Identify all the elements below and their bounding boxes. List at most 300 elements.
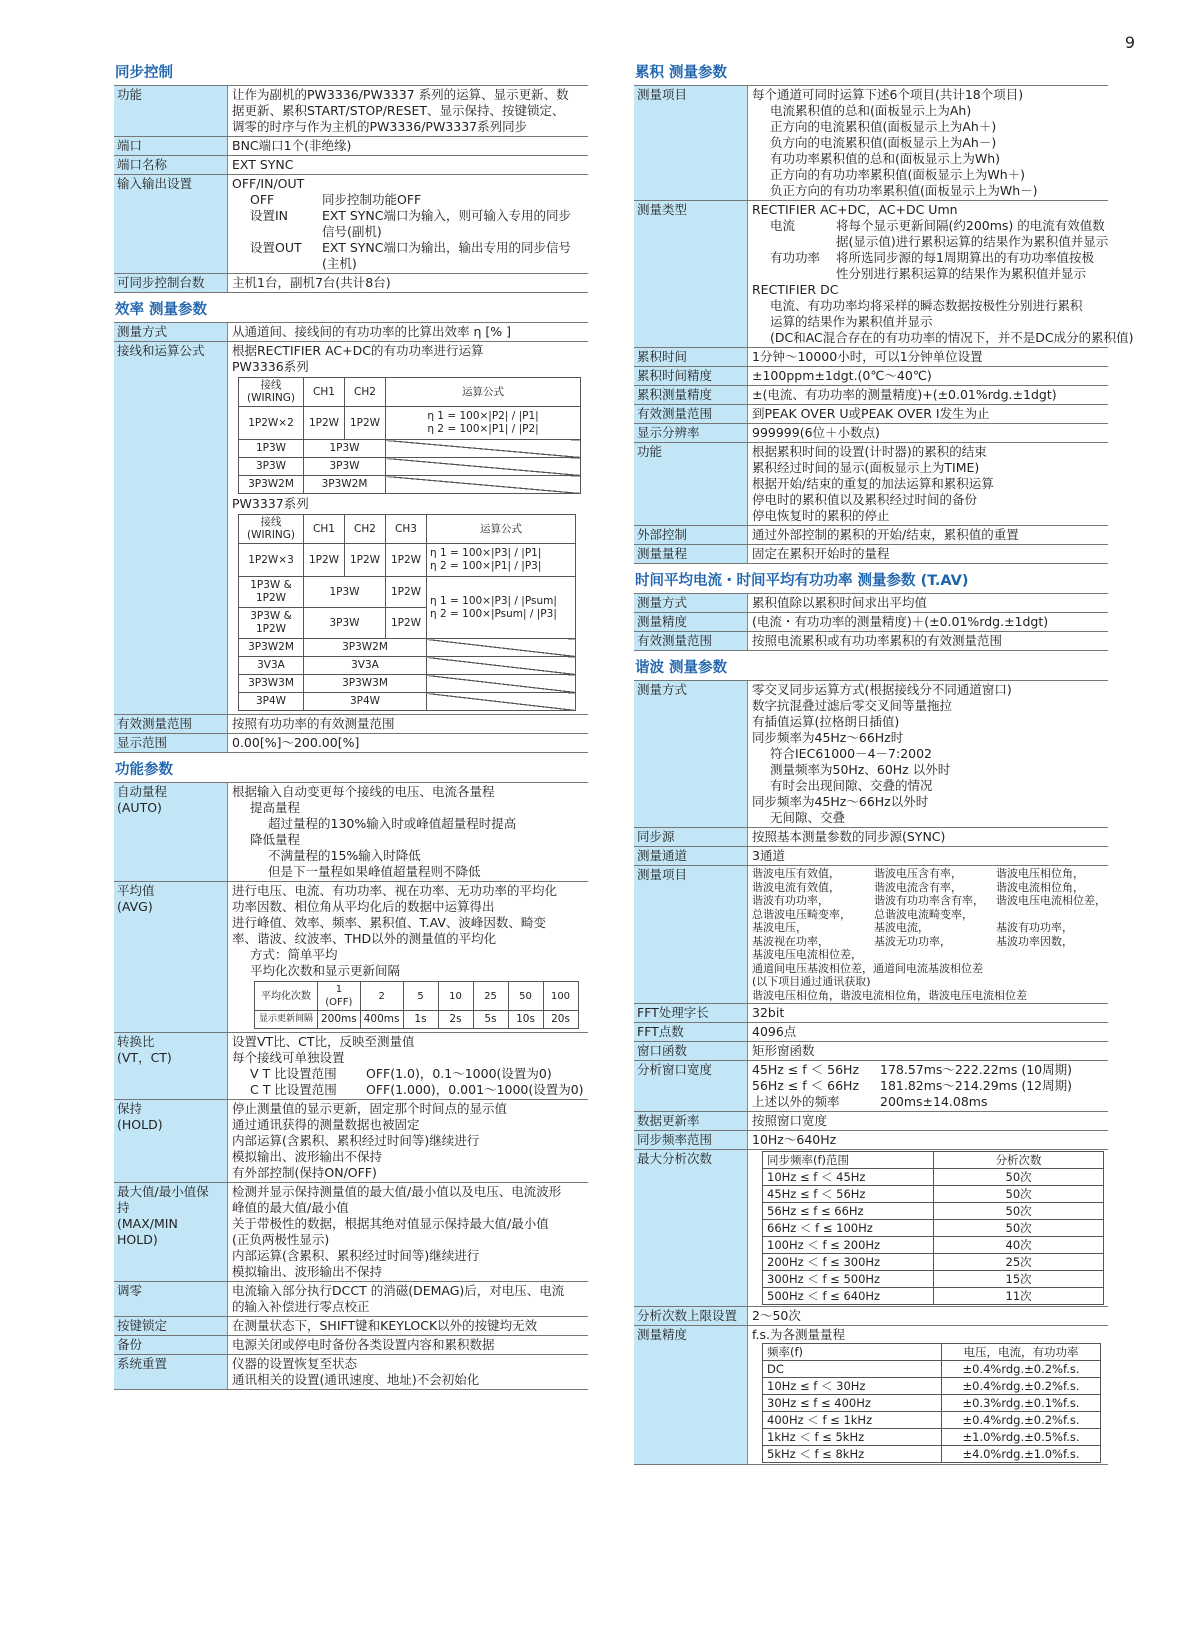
table-row [763,1395,1101,1412]
row-label: 同步频率范围 [634,1131,748,1149]
text-line: 基波电压电流相位差， [752,948,862,961]
text-line: 据更新、累积START/STOP/RESET、显示保持、按键锁定、 [232,103,565,118]
spec-row [114,734,588,753]
text-line: 数字抗混叠过滤后零交叉间等量拖拉 [752,698,953,713]
table-cell: 500Hz ＜ f ≤ 640Hz [763,1288,934,1305]
row-label: 测量精度 [634,1326,748,1464]
spec-row [114,783,588,882]
spec-row [114,274,588,293]
text-line: 性分别进行累积运算的结果作为累积值并显示 [836,266,1087,281]
table-cell: 3V3A [239,657,304,675]
kv-key: V T 比设置范围 [250,1066,337,1081]
kv-key: 56Hz ≤ f ＜ 66Hz [752,1078,860,1093]
table-row [763,1169,1104,1186]
table-cell: 25 [473,982,508,1011]
subtable [254,981,579,1029]
text-line: OFF/IN/OUT [232,176,305,191]
spec-row [634,847,1108,866]
row-label: 最大分析次数 [634,1150,748,1306]
harmonic-table [634,680,1108,1465]
table-cell: 3P4W [304,693,427,711]
grid-cell: 基波电流， [874,921,929,934]
text-line: 符合IEC61000－4－7:2002 [770,746,933,761]
spec-row [634,386,1108,405]
spec-row [114,1282,588,1317]
row-label: 分析窗口宽度 [634,1061,748,1111]
text-line: 据(显示值)进行累积运算的结果作为累积值并显示 [836,234,1109,249]
table-cell: 25次 [934,1254,1104,1271]
text-line: 内部运算(含累积、累积经过时间等)继续进行 [232,1248,480,1263]
text-line: 提高量程 [250,800,301,815]
table-cell [386,476,581,494]
spec-row [634,526,1108,545]
text-line: 200ms±14.08ms [880,1094,988,1109]
table-cell: 1P3W [239,440,304,458]
spec-row [114,1336,588,1355]
row-label: FFT处理字长 [634,1004,748,1022]
table-cell: 50次 [934,1186,1104,1203]
table-cell: ±1.0%rdg.±0.5%f.s. [942,1429,1101,1446]
row-value: ±100ppm±1dgt.(0℃～40℃) [752,368,932,383]
table-cell: 3P3W2M [239,639,304,657]
table-cell: 3P3W2M [304,476,386,494]
row-value [228,1033,588,1099]
row-value [748,86,1108,200]
spec-row [114,156,588,175]
text-line: OFF(1.000)，0.001～1000(设置为0) [366,1082,584,1097]
table-cell: 50次 [934,1220,1104,1237]
spec-row [114,323,588,342]
spec-row [114,1100,588,1183]
table-cell: 1P3W [304,440,386,458]
table-cell: 50次 [934,1203,1104,1220]
kv-value [880,1062,1072,1078]
row-value: 固定在累积开始时的量程 [752,546,890,561]
row-value: 到PEAK OVER U或PEAK OVER I发生为止 [752,406,990,421]
row-label: 保持 (HOLD) [114,1100,228,1182]
text-line: 累积经过时间的显示(面板显示上为TIME) [752,460,980,475]
row-value [228,86,588,136]
row-label: 测量通道 [634,847,748,865]
row-value: 32bit [752,1005,785,1020]
table-cell: 2 [360,982,403,1011]
table-cell: 45Hz ≤ f ＜ 56Hz [763,1186,934,1203]
text-line: 运算的结果作为累积值并显示 [770,314,933,329]
integration-table [634,85,1134,564]
row-label: 系统重置 [114,1355,228,1389]
table-row [239,675,576,693]
table-row [763,1220,1104,1237]
row-value: 3通道 [752,848,785,863]
grid-cell: 基波视在功率， [752,934,829,948]
row-value: 在测量状态下，SHIFT键和KEYLOCK以外的按键均无效 [232,1318,538,1333]
spec-row [634,681,1108,828]
spec-row [114,1355,588,1390]
grid-cell: 谐波电压含有率， [874,867,962,880]
grid-cell: 谐波电流有效值， [752,880,840,894]
text-line: 通讯相关的设置(通讯速度、地址)不会初始化 [232,1372,480,1387]
kv-row [232,240,584,272]
spec-row [114,882,588,1033]
row-value [748,1061,1108,1111]
table-row [763,1344,1101,1361]
table-cell: 1P2W [304,407,345,440]
spec-row [634,86,1108,201]
table-row [255,1011,579,1029]
kv-key: C T 比设置范围 [250,1082,337,1097]
row-value: 累积值除以累积时间求出平均值 [752,595,928,610]
grid-cell: 谐波有功功率含有率， [874,894,984,907]
kv-value [836,250,1094,282]
text-line: 超过量程的130%输入时或峰值超量程时提高 [268,816,517,831]
kv-row [752,1078,1104,1094]
text-line: 同步频率为45Hz～66Hz以外时 [752,794,929,809]
row-value [228,1282,588,1316]
table-cell: 300Hz ＜ f ≤ 500Hz [763,1271,934,1288]
pw3337-table [232,514,584,711]
table-row [239,515,576,544]
table-cell: 3P4W [239,693,304,711]
row-value: 10Hz～640Hz [752,1132,837,1147]
row-label: 最大值/最小值保 持 (MAX/MIN HOLD) [114,1183,228,1281]
kv-row [752,1094,1104,1110]
table-row [239,378,581,407]
text-line: EXT SYNC端口为输入，则可输入专用的同步 [322,208,571,223]
row-label: 测量方式 [114,323,228,341]
text-line: 将所选同步源的每1周期算出的有功功率值按极 [836,250,1094,265]
row-value: 按照窗口宽度 [752,1113,828,1128]
row-label: 端口名称 [114,156,228,174]
kv-value [880,1078,1072,1094]
table-cell: 66Hz ＜ f ≤ 100Hz [763,1220,934,1237]
text-line: 让作为副机的PW3336/PW3337 系列的运算、显示更新、数 [232,87,569,102]
row-value [748,1150,1108,1306]
text-line: 停止测量值的显示更新，固定那个时间点的显示值 [232,1101,508,1116]
table-cell: 100Hz ＜ f ≤ 200Hz [763,1237,934,1254]
table-cell: CH1 [304,378,345,407]
row-label: 转换比 (VT，CT) [114,1033,228,1099]
table-cell: 3P3W [239,458,304,476]
section-title-efficiency: 效率 测量参数 [115,302,208,318]
table-cell [427,693,576,711]
spec-row [634,1004,1108,1023]
spec-row [634,367,1108,386]
row-value: 从通道间、接线间的有功功率的比算出效率 η [% ] [232,324,511,339]
table-cell: 1P2W×2 [239,407,304,440]
page-number: 9 [1124,33,1135,52]
text-line: 正方向的电流累积值(面板显示上为Ah＋) [770,119,997,134]
table-cell: 同步频率(f)范围 [763,1152,934,1169]
text-line: 谐波电压相位角，谐波电流相位角，谐波电压电流相位差 [752,988,1027,1002]
table-cell: 1P3W & 1P2W [239,577,304,608]
table-cell: 11次 [934,1288,1104,1305]
text-line: 负正方向的有功功率累积值(面板显示上为Wh－) [770,183,1038,198]
row-label: FFT点数 [634,1023,748,1041]
spec-row [114,1033,588,1100]
row-label: 功能 [114,86,228,136]
text-line: RECTIFIER AC+DC，AC+DC Umn [752,202,958,217]
text-line: 降低量程 [250,832,301,847]
kv-key: 设置IN [250,208,289,223]
table-row [763,1186,1104,1203]
text-line: 无间隙、交叠 [770,810,846,825]
table-cell: 接线 (WIRING) [239,515,304,544]
subtable [762,1151,1104,1305]
kv-value [322,192,421,208]
table-cell [386,440,581,458]
text-line: 每个通道可同时运算下述6个项目(共计18个项目) [752,87,1024,102]
row-value: 1分钟～10000小时，可以1分钟单位设置 [752,349,983,364]
text-line: 178.57ms～222.22ms (10周期) [880,1062,1072,1077]
table-cell: 3P3W3M [304,675,427,693]
table-cell: CH3 [386,515,427,544]
row-label: 测量项目 [634,86,748,200]
row-label: 显示分辨率 [634,424,748,442]
row-label: 有效测量范围 [114,715,228,733]
table-cell: 5kHz ＜ f ≤ 8kHz [763,1446,942,1463]
row-label: 显示范围 [114,734,228,752]
table-cell: 400ms [360,1011,403,1029]
table-cell: 平均化次数 [255,982,318,1011]
row-label: 测量方式 [634,594,748,612]
row-label: 可同步控制台数 [114,274,228,292]
spec-row [634,594,1108,613]
spec-row [634,1112,1108,1131]
table-row [763,1288,1104,1305]
text-line: 不满量程的15%输入时降低 [268,848,421,863]
text-line: 每个接线可单独设置 [232,1050,345,1065]
row-label: 按键锁定 [114,1317,228,1335]
row-label: 测量方式 [634,681,748,827]
table-cell: 3P3W3M [239,675,304,693]
spec-row [634,1061,1108,1112]
grid-cell: 总谐波电压畸变率， [752,907,851,921]
row-value [748,681,1108,827]
table-row [239,577,576,608]
row-label: 测量项目 [634,866,748,1003]
row-value [228,342,588,714]
text-line: 模拟输出、波形输出不保持 [232,1264,383,1279]
kv-row [752,250,1104,282]
text-line: 进行峰值、效率、频率、累积值、T.AV、波峰因数、畸变 [232,915,546,930]
text-line: 调零的时序与作为主机的PW3336/PW3337系列同步 [232,119,528,134]
row-value [748,201,1134,347]
table-cell: 5s [473,1011,508,1029]
type-kv [752,218,1109,282]
io-rows [232,192,584,272]
table-cell: 1s [403,1011,438,1029]
table-cell: 200Hz ＜ f ≤ 300Hz [763,1254,934,1271]
table-cell: 200ms [318,1011,361,1029]
kv-value [322,208,571,240]
text-line: 根据输入自动变更每个接线的电压、电流各量程 [232,784,495,799]
table-row [763,1446,1101,1463]
text-line: 峰值的最大值/最小值 [232,1200,349,1215]
row-label: 接线和运算公式 [114,342,228,714]
table-cell [386,458,581,476]
spec-row [114,1183,588,1282]
table-cell: 接线 (WIRING) [239,378,304,407]
row-label: 累积测量精度 [634,386,748,404]
table-cell: η 1 = 100×|P3| / |Psum| η 2 = 100×|Psum| / |P3| [427,577,576,639]
row-label: 测量精度 [634,613,748,631]
text-line: 负方向的电流累积值(面板显示上为Ah－) [770,135,997,150]
text-line: 有功功率累积值的总和(面板显示上为Wh) [770,151,1001,166]
spec-row [634,348,1108,367]
text-line: EXT SYNC端口为输出，输出专用的同步信号 [322,240,571,255]
kv-value [322,240,571,272]
row-label: 自动量程 (AUTO) [114,783,228,881]
row-value: 主机1台，副机7台(共计8台) [232,275,391,290]
table-row [763,1254,1104,1271]
table-cell: 1P2W [345,544,386,577]
text-line: 通道间电压基波相位差，通道间电流基波相位差 [752,961,983,975]
kv-row [232,1082,584,1098]
table-row [763,1237,1104,1254]
table-cell: ±0.4%rdg.±0.2%f.s. [942,1361,1101,1378]
table-cell: 1P3W [304,577,386,608]
table-cell: 10Hz ≤ f ＜ 45Hz [763,1169,934,1186]
spec-row [634,866,1108,1004]
row-value: ±(电流、有功功率的测量精度)+(±0.01%rdg.±1dgt) [752,387,1057,402]
right-column [634,64,1134,1473]
table-cell: 400Hz ＜ f ≤ 1kHz [763,1412,942,1429]
grid-cell: 谐波电流含有率， [874,880,962,894]
table-row [763,1361,1101,1378]
efficiency-table [114,322,588,753]
grid-cell: 谐波电压相位角， [996,867,1084,880]
spec-row [634,632,1108,651]
table-cell: 20s [543,1011,578,1029]
table-row [239,693,576,711]
table-cell: 运算公式 [386,378,581,407]
text-line: 电流、有功功率均将采样的瞬态数据按极性分别进行累积 [770,298,1083,313]
grid-cell: 基波电压， [752,921,807,934]
table-cell: 1P2W [386,577,427,608]
table-cell: 频率(f) [763,1344,942,1361]
table-cell: 56Hz ≤ f ≤ 66Hz [763,1203,934,1220]
row-value [228,783,588,881]
spec-row [634,613,1108,632]
kv-row [232,208,584,240]
text-line: 根据RECTIFIER AC+DC的有功功率进行运算 [232,343,484,358]
row-label: 分析次数上限设置 [634,1307,748,1325]
table-cell: 3P3W [304,458,386,476]
avg-lines [232,883,584,979]
spec-row [114,137,588,156]
table-cell: 15次 [934,1271,1104,1288]
row-label: 输入输出设置 [114,175,228,273]
text-line: (正负两极性显示) [232,1232,330,1247]
row-label: 同步源 [634,828,748,846]
table-cell: CH2 [345,515,386,544]
section-title-integration: 累积 测量参数 [635,65,728,81]
table-cell: 显示更新间隔 [255,1011,318,1029]
table-cell: ±4.0%rdg.±1.0%f.s. [942,1446,1101,1463]
row-label: 平均值 (AVG) [114,882,228,1032]
section-title-function: 功能参数 [115,762,173,778]
spec-row [634,828,1108,847]
row-value: 矩形窗函数 [752,1043,815,1058]
text-line: 将每个显示更新间隔(约200ms) 的电流有效值数 [836,218,1105,233]
harmonic-items-grid [752,867,1104,948]
text-line: 零交叉同步运算方式(根据接线分不同通道窗口) [752,682,1012,697]
row-label: 累积时间精度 [634,367,748,385]
text-line: 测量频率为50Hz、60Hz 以外时 [770,762,951,777]
spec-row [114,86,588,137]
table-cell [427,675,576,693]
table-cell: 2s [438,1011,473,1029]
text-line: 同步频率为45Hz～66Hz时 [752,730,904,745]
text-line: 模拟输出、波形输出不保持 [232,1149,383,1164]
text-line: 检测并显示保持测量值的最大值/最小值以及电压、电流波形 [232,1184,562,1199]
grid-cell: 谐波电压有效值， [752,867,840,880]
kv-key: 电流 [770,218,796,233]
text-line: 181.82ms～214.29ms (12周期) [880,1078,1072,1093]
spec-row [114,175,588,274]
row-value: 按照电流累积或有功功率累积的有效测量范围 [752,633,1003,648]
text-line: 仪器的设置恢复至状态 [232,1356,358,1371]
spec-row [634,1150,1108,1307]
grid-cell [996,908,1106,922]
table-cell: CH1 [304,515,345,544]
text-line: 方式：简单平均 [250,947,338,962]
subtable [762,1343,1101,1463]
table-row [239,440,581,458]
table-cell: ±0.3%rdg.±0.1%f.s. [942,1395,1101,1412]
row-label: 有效测量范围 [634,632,748,650]
table-cell: 10s [508,1011,543,1029]
kv-row [752,218,1109,250]
text-line: 关于带极性的数据，根据其绝对值显示保持最大值/最小值 [232,1216,549,1231]
row-value: 999999(6位＋小数点) [752,425,880,440]
table-cell: 10Hz ≤ f ＜ 30Hz [763,1378,942,1395]
kv-key: 有功功率 [770,250,821,265]
table-cell: 3P3W2M [239,476,304,494]
row-value [228,1355,588,1389]
table-row [239,476,581,494]
text-line: 停电时的累积值以及累积经过时间的备份 [752,492,978,507]
table-row [239,458,581,476]
table-cell: 3V3A [304,657,427,675]
table-cell: 50次 [934,1169,1104,1186]
text-line: 根据累积时间的设置(计时器)的累积的结束 [752,444,987,459]
kv-key: 设置OUT [250,240,302,255]
spec-row [634,1307,1108,1326]
text-line: RECTIFIER DC [752,282,839,297]
text-line: 功率因数、相位角从平均化后的数据中运算得出 [232,899,495,914]
table-cell: 分析次数 [934,1152,1104,1169]
table-cell: 50 [508,982,543,1011]
left-column [114,64,588,1398]
table-cell: 3P3W & 1P2W [239,608,304,639]
spec-row [114,342,588,715]
table-row [239,639,576,657]
text-line: 设置VT比、CT比，反映至测量值 [232,1034,415,1049]
kv-row [752,1062,1104,1078]
table-row [763,1203,1104,1220]
spec-row [634,1042,1108,1061]
table-cell: 1kHz ＜ f ≤ 5kHz [763,1429,942,1446]
text-line: OFF(1.0)，0.1～1000(设置为0) [366,1066,552,1081]
text-line: 平均化次数和显示更新间隔 [250,963,401,978]
row-value: (电流・有功功率的测量精度)＋(±0.01%rdg.±1dgt) [752,614,1049,629]
row-label: 调零 [114,1282,228,1316]
text-line: 电流累积值的总和(面板显示上为Ah) [770,103,972,118]
kv-value [836,218,1108,250]
row-value: 通过外部控制的累积的开始/结束，累积值的重置 [752,527,1019,542]
row-value [228,1183,588,1281]
